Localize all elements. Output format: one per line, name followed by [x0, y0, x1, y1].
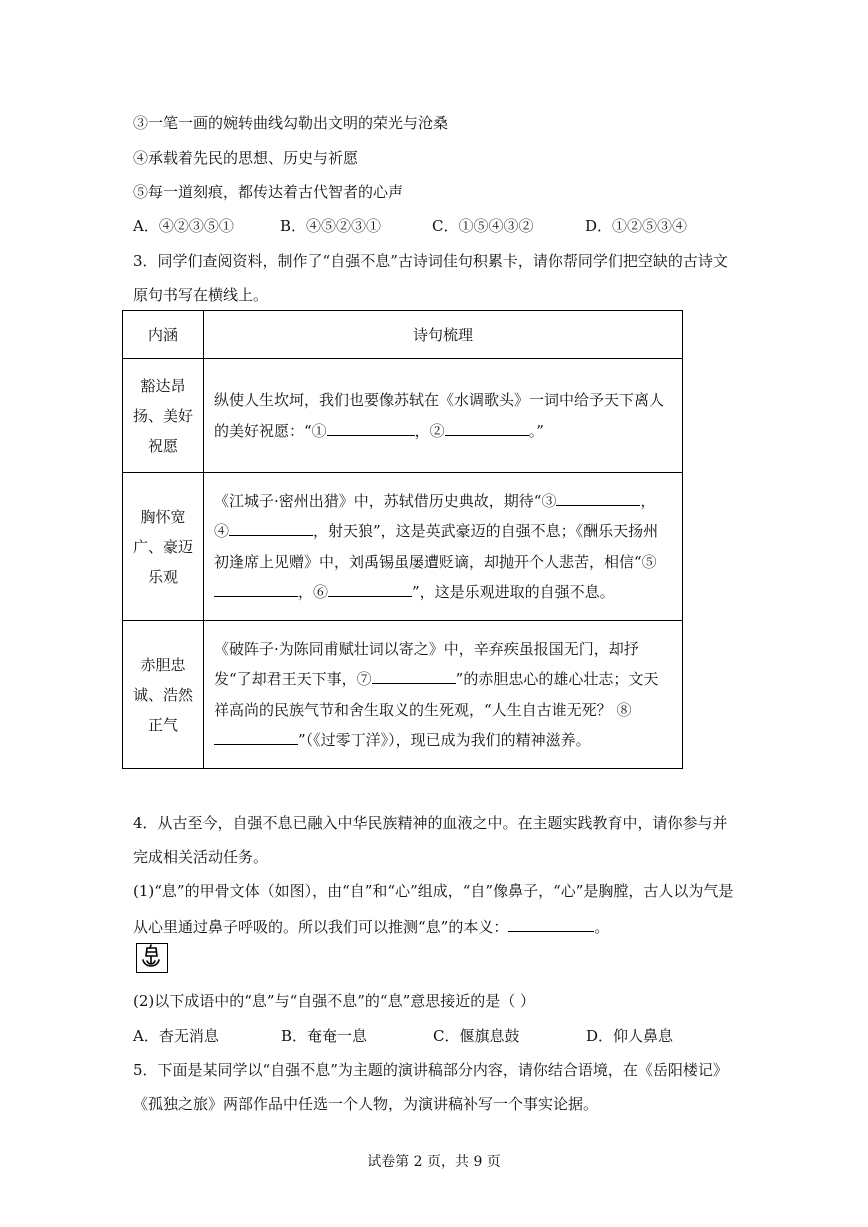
oracle-bone-xi-icon [136, 943, 168, 973]
table-row [123, 473, 683, 621]
row-content: 《破阵子·为陈同甫赋壮词以寄之》中，辛弃疾虽报国无门，却抒发“了却君王天下事，⑦ ”的赤胆忠心的雄心壮志；文天祥高尚的民族气节和舍生取义的生死观，“人生自古谁无死？ ⑧”（《过零丁洋》），现已成为我们的精神滋养。 [204, 621, 683, 769]
q3-stem-line1: 3．同学们查阅资料，制作了“自强不息”古诗词佳句积累卡，请你帮同学们把空缺的古诗文 [133, 252, 728, 270]
blank-1[interactable] [327, 419, 415, 436]
poetry-table [122, 310, 683, 769]
item-5: ⑤每一道刻痕，都传达着古代智者的心声 [133, 183, 404, 201]
row-category: 赤胆忠诚、浩然正气 [123, 621, 204, 769]
q2-option-a: A．④②③⑤① [133, 217, 234, 235]
page-footer: 试卷第 2 页，共 9 页 [367, 1154, 501, 1170]
table-row [123, 621, 683, 769]
header-poem-lines: 诗句梳理 [204, 311, 683, 359]
q4-stem-line2: 完成相关活动任务。 [133, 848, 269, 866]
q4-sub1-line2: 从心里通过鼻子呼吸的。所以我们可以推测“息”的本义： 。 [133, 915, 609, 937]
q2-option-b: B．④⑤②③① [280, 217, 382, 235]
q4-stem-line1: 4．从古至今，自强不息已融入中华民族精神的血液之中。在主题实践教育中，请你参与并 [133, 814, 728, 832]
q5-stem-line2: 《孤独之旅》两部作品中任选一个人物，为演讲稿补写一个事实论据。 [133, 1095, 599, 1113]
table-header-row [123, 311, 683, 359]
q5-stem-line1: 5．下面是某同学以“自强不息”为主题的演讲稿部分内容，请你结合语境，在《岳阳楼记》 [133, 1061, 728, 1079]
blank-5[interactable] [214, 580, 298, 597]
header-connotation: 内涵 [123, 311, 204, 359]
item-4: ④承载着先民的思想、历史与祈愿 [133, 149, 359, 167]
blank-7[interactable] [372, 667, 456, 684]
q4-option-d: D．仰人鼻息 [586, 1027, 674, 1045]
row-category: 胸怀宽广、豪迈乐观 [123, 473, 204, 621]
blank-2[interactable] [445, 419, 529, 436]
blank-6[interactable] [328, 580, 412, 597]
q3-stem-line2: 原句书写在横线上。 [133, 286, 269, 304]
q4-option-a: A．杳无消息 [133, 1027, 219, 1045]
meaning-blank[interactable] [508, 915, 594, 932]
blank-3[interactable] [556, 489, 640, 506]
blank-8[interactable] [214, 728, 298, 745]
q4-sub2: (2)以下成语中的“息”与“自强不息”的“息”意思接近的是（ ） [133, 992, 536, 1010]
table-row [123, 359, 683, 473]
q2-option-c: C．①⑤④③② [432, 217, 534, 235]
blank-4[interactable] [229, 519, 313, 536]
row-category: 豁达昂扬、美好祝愿 [123, 359, 204, 473]
q2-option-d: D．①②⑤③④ [585, 217, 688, 235]
q4-option-b: B．奄奄一息 [281, 1027, 368, 1045]
item-3: ③一笔一画的婉转曲线勾勒出文明的荣光与沧桑 [133, 114, 449, 132]
q4-sub1-line1: (1)“息”的甲骨文体（如图），由“自”和“心”组成，“自”像鼻子，“心”是胸膛，古人以为气是 [133, 882, 734, 900]
row-content: 纵使人生坎坷，我们也要像苏轼在《水调歌头》一词中给予天下离人的美好祝愿：“① ，② 。” [204, 359, 683, 473]
q4-option-c: C．偃旗息鼓 [433, 1027, 520, 1045]
row-content: 《江城子·密州出猎》中，苏轼借历史典故，期待“③ ， ④ ，射天狼”，这是英武豪迈的自强不息；《酬乐天扬州初逢席上见赠》中，刘禹锡虽屡遭贬谪，却抛开个人悲苦，相信“⑤，⑥ ”，这是乐观进取的自强不息。 [204, 473, 683, 621]
